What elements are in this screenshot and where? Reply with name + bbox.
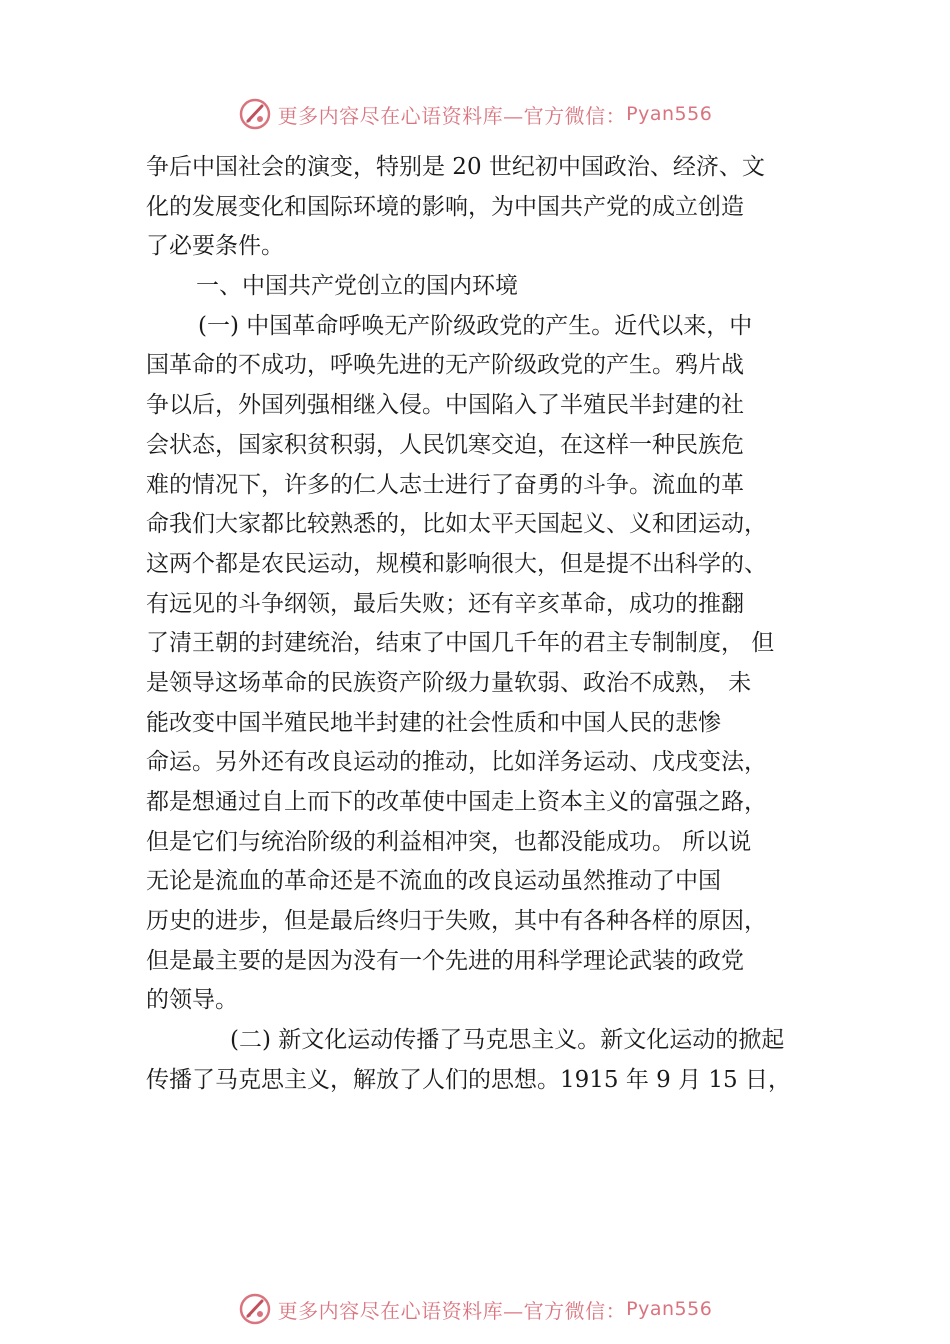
body-line: 传播了马克思主义，解放了人们的思想。1915 年 9 月 15 日， [146, 1066, 791, 1093]
header-banner-text: 更多内容尽在心语资料库—官方微信： [277, 103, 627, 128]
body-line: 这两个都是农民运动，规模和影响很大，但是提不出科学的、 [146, 550, 767, 577]
body-line: 都是想通过自上而下的改革使中国走上资本主义的富强之路， [146, 789, 767, 815]
body-line: 争以后，外国列强相继入侵。中国陷入了半殖民半封建的社 [146, 392, 744, 419]
body-line: 有远见的斗争纲领，最后失败；还有辛亥革命，成功的推翻 [146, 590, 744, 617]
body-line: 国革命的不成功，呼唤先进的无产阶级政党的产生。鸦片战 [146, 352, 744, 379]
body-line: 难的情况下，许多的仁人志士进行了奋勇的斗争。流血的革 [146, 471, 744, 498]
section-heading: 一、中国共产党创立的国内环境 [196, 273, 518, 300]
body-line: 是领导这场革命的民族资产阶级力量软弱、政治不成熟， 未 [146, 669, 752, 696]
body-line: 历史的进步，但是最后终归于失败，其中有各种各样的原因， [146, 908, 767, 935]
footer-banner [0, 1287, 950, 1331]
subsection-heading: (一) 中国革命呼唤无产阶级政党的产生。近代以来，中 [198, 312, 753, 339]
body-line: 能改变中国半殖民地半封建的社会性质和中国人民的悲惨 [146, 709, 721, 736]
header-wechat-id: Pyan556 [626, 103, 713, 125]
footer-wechat-id: Pyan556 [626, 1298, 713, 1320]
body-line: 争后中国社会的演变，特别是 20 世纪初中国政治、经济、文 [146, 154, 765, 180]
body-line: 了清王朝的封建统治，结束了中国几千年的君主专制制度， 但 [146, 630, 775, 657]
body-line: 了必要条件。 [146, 233, 284, 260]
body-line: 命运。另外还有改良运动的推动，比如洋务运动、戊戌变法， [146, 749, 767, 776]
brush-logo-icon [238, 1292, 272, 1326]
body-line: 命我们大家都比较熟悉的，比如太平天国起义、义和团运动， [146, 511, 767, 538]
body-line: 但是它们与统治阶级的利益相冲突，也都没能成功。 所以说 [146, 828, 752, 855]
body-line: 会状态，国家积贫积弱，人民饥寒交迫，在这样一种民族危 [146, 431, 744, 458]
body-line: 的领导。 [146, 987, 238, 1014]
document-body [146, 148, 826, 1101]
footer-banner-text: 更多内容尽在心语资料库—官方微信： [277, 1298, 627, 1323]
body-line: 化的发展变化和国际环境的影响，为中国共产党的成立创造 [146, 193, 744, 220]
subsection-heading: (二) 新文化运动传播了马克思主义。新文化运动的掀起 [230, 1027, 785, 1054]
body-line: 无论是流血的革命还是不流血的改良运动虽然推动了中国 [146, 868, 721, 895]
body-line: 但是最主要的是因为没有一个先进的用科学理论武装的政党 [146, 947, 744, 974]
brush-logo-icon [238, 97, 272, 131]
header-banner [0, 92, 950, 136]
